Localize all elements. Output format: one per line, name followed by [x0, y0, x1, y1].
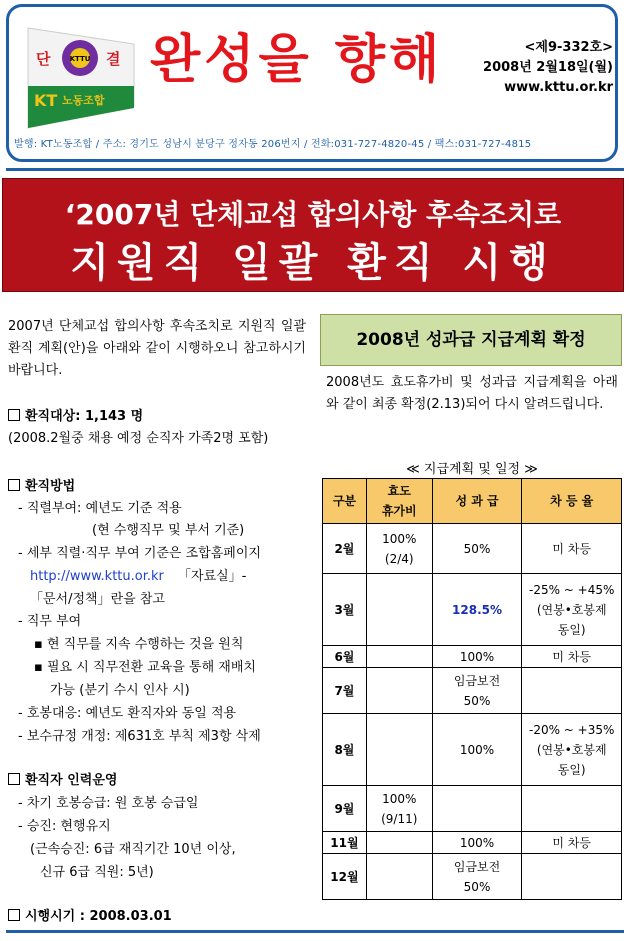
- list-item: - 승진: 현행유지: [18, 819, 111, 834]
- table-header-row: [323, 479, 622, 524]
- performance-bonus-cell: 100%: [432, 714, 522, 786]
- checkbox-bullet-icon: [8, 479, 20, 491]
- table-row: [323, 524, 622, 574]
- headline-banner: [2, 178, 624, 292]
- svg-text:KTTU: KTTU: [69, 55, 91, 63]
- month-cell: 6월: [323, 646, 367, 668]
- headline-line-2: 지원직 일괄 환직 시행: [70, 240, 556, 286]
- differential-rate-cell: [522, 786, 622, 832]
- differential-rate-cell: [522, 854, 622, 900]
- performance-bonus-cell: 임금보전 50%: [432, 668, 522, 714]
- performance-bonus-cell: 128.5%: [432, 574, 522, 646]
- differential-rate-cell: [522, 668, 622, 714]
- divider: [6, 168, 624, 171]
- hyodo-cell: [366, 668, 432, 714]
- hyodo-cell: 100% (9/11): [366, 786, 432, 832]
- section-target-title: 환직대상: 1,143 명: [25, 409, 144, 424]
- hyodo-cell: [366, 714, 432, 786]
- list-item: - 직무 부여: [18, 614, 82, 629]
- list-item: 가능 (분기 수시 인사 시): [50, 683, 190, 698]
- performance-bonus-cell: 100%: [432, 832, 522, 854]
- column-header: 구분: [323, 479, 367, 524]
- month-cell: 11월: [323, 832, 367, 854]
- list-item: ▪ 현 직무를 지속 수행하는 것을 원칙: [34, 637, 244, 652]
- list-item: 「문서/정책」란을 참고: [30, 592, 165, 607]
- month-cell: 12월: [323, 854, 367, 900]
- month-cell: 2월: [323, 524, 367, 574]
- table-row: [323, 854, 622, 900]
- list-item: - 호봉대응: 예년도 환직자와 동일 적용: [18, 706, 237, 721]
- bonus-plan-banner: 2008년 성과급 지급계획 확정: [320, 314, 622, 366]
- month-cell: 8월: [323, 714, 367, 786]
- hyodo-cell: [366, 832, 432, 854]
- performance-bonus-cell: [432, 786, 522, 832]
- bonus-plan-intro: 2008년도 효도휴가비 및 성과급 지급계획을 아래와 같이 최종 확정(2.13)되어 다시 알려드립니다.: [326, 375, 618, 412]
- list-item: 신규 6급 직원: 5년): [40, 865, 154, 880]
- website-link[interactable]: www.kttu.or.kr: [504, 80, 613, 95]
- article-intro: 2007년 단체교섭 합의사항 후속조치로 지원직 일괄 환직 계획(안)을 아래와 같이 시행하오니 참고하시기 바랍니다.: [8, 319, 306, 378]
- column-header: 효도 휴가비: [366, 479, 432, 524]
- list-item-text: 「자료실」-: [178, 569, 247, 584]
- table-row: [323, 714, 622, 786]
- list-item: - 직렬부여: 예년도 기준 적용: [18, 501, 182, 516]
- section-target: [8, 406, 143, 428]
- checkbox-bullet-icon: [8, 909, 20, 921]
- performance-bonus-cell: 임금보전 50%: [432, 854, 522, 900]
- checkbox-bullet-icon: [8, 409, 20, 421]
- column-header: 차 등 율: [522, 479, 622, 524]
- table-row: [323, 832, 622, 854]
- month-cell: 7월: [323, 668, 367, 714]
- performance-bonus-cell: 50%: [432, 524, 522, 574]
- list-item: ▪ 필요 시 직무전환 교육을 통해 재배치: [34, 660, 256, 675]
- list-item: - 차기 호봉승급: 원 호봉 승급일: [18, 796, 199, 811]
- month-cell: 3월: [323, 574, 367, 646]
- section-method-title: 환직방법: [25, 479, 76, 494]
- svg-text:노동조합: 노동조합: [62, 94, 105, 107]
- table-row: [323, 786, 622, 832]
- svg-text:KT: KT: [34, 91, 58, 110]
- performance-bonus-cell: 100%: [432, 646, 522, 668]
- section-effective-date: [8, 906, 172, 928]
- payment-schedule-table: [322, 478, 622, 900]
- list-item: - 세부 직렬·직무 부여 기준은 조합홈페이지: [18, 546, 261, 561]
- list-item: (현 수행직무 및 부서 기준): [92, 523, 245, 538]
- list-item: (근속승진: 6급 재직기간 10년 이상,: [30, 842, 236, 857]
- table-caption: ≪ 지급계획 및 일정 ≫: [406, 462, 538, 477]
- issue-date: 2008년 2월18일(월): [483, 60, 613, 75]
- differential-rate-cell: -20% ~ +35% (연봉•호봉제 동일): [522, 714, 622, 786]
- list-item: [30, 566, 246, 589]
- hyodo-cell: [366, 646, 432, 668]
- section-staffing: [8, 770, 117, 792]
- differential-rate-cell: -25% ~ +45% (연봉•호봉제 동일): [522, 574, 622, 646]
- divider: [6, 930, 624, 933]
- month-cell: 9월: [323, 786, 367, 832]
- issue-info: [478, 38, 613, 98]
- table-row: [323, 668, 622, 714]
- section-effective-date-title: 시행시기 : 2008.03.01: [25, 909, 172, 924]
- headline-line-1: ‘2007년 단체교섭 합의사항 후속조치로: [64, 198, 562, 231]
- differential-rate-cell: 미 차등: [522, 832, 622, 854]
- svg-text:단: 단: [36, 50, 51, 68]
- differential-rate-cell: 미 차등: [522, 646, 622, 668]
- checkbox-bullet-icon: [8, 773, 20, 785]
- homepage-link[interactable]: http://www.kttu.or.kr: [30, 569, 164, 584]
- table-row: [323, 646, 622, 668]
- section-staffing-title: 환직자 인력운영: [25, 773, 118, 788]
- differential-rate-cell: 미 차등: [522, 524, 622, 574]
- union-flag-logo: [22, 24, 140, 134]
- column-header: 성 과 급: [432, 479, 522, 524]
- section-target-note: (2008.2월중 채용 예정 순직자 가족2명 포함): [8, 431, 269, 446]
- table-row: [323, 574, 622, 646]
- issue-number: <제9-332호>: [524, 40, 613, 55]
- hyodo-cell: [366, 854, 432, 900]
- hyodo-cell: [366, 574, 432, 646]
- section-method: [8, 476, 75, 498]
- svg-text:결: 결: [106, 50, 121, 68]
- hyodo-cell: 100% (2/4): [366, 524, 432, 574]
- newsletter-title: 완성을 향해: [150, 30, 444, 90]
- publisher-address: 발행: KT노동조합 / 주소: 경기도 성남시 분당구 정자동 206번지 / 전화:031-727-4820-45 / 팩스:031-727-4815: [14, 139, 532, 150]
- list-item: - 보수규정 개정: 제631호 부칙 제3항 삭제: [18, 729, 261, 744]
